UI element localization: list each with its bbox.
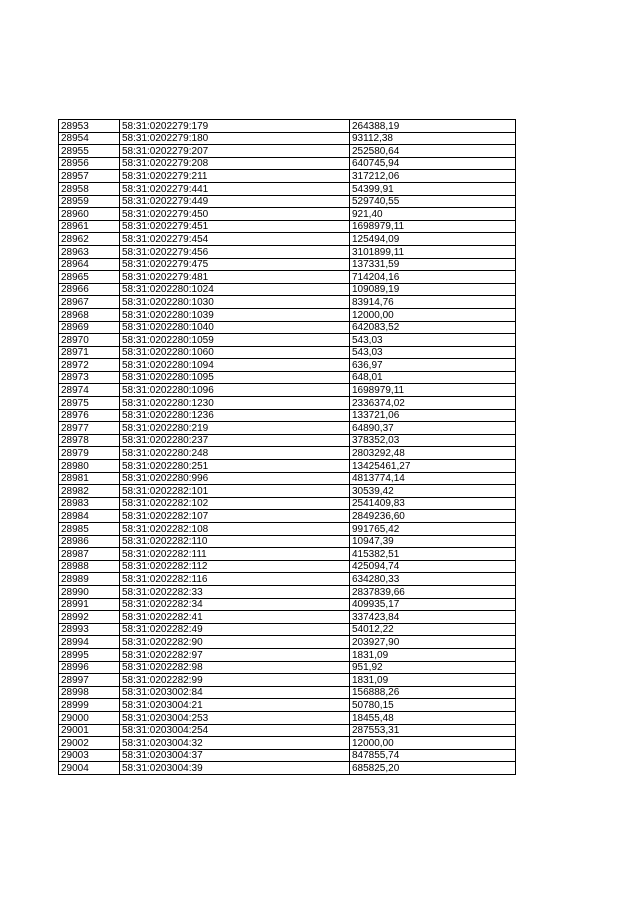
- cadastral-number-cell: 58:31:0202279:180: [120, 132, 350, 145]
- cadastral-number-cell: 58:31:0203004:253: [120, 711, 350, 724]
- table-row: [59, 573, 516, 586]
- cadastral-number-cell: 58:31:0202282:101: [120, 485, 350, 498]
- row-number-cell: 28968: [59, 308, 120, 321]
- cadastral-number-cell: 58:31:0202279:449: [120, 195, 350, 208]
- row-number-cell: 28978: [59, 434, 120, 447]
- value-cell: 642083,52: [350, 321, 516, 334]
- value-cell: 991765,42: [350, 523, 516, 536]
- cadastral-number-cell: 58:31:0202279:208: [120, 157, 350, 170]
- row-number-cell: 28959: [59, 195, 120, 208]
- value-cell: 3101899,11: [350, 245, 516, 258]
- table-row: [59, 220, 516, 233]
- table-row: [59, 699, 516, 712]
- value-cell: 640745,94: [350, 157, 516, 170]
- cadastral-number-cell: 58:31:0202282:41: [120, 611, 350, 624]
- table-row: [59, 485, 516, 498]
- cadastral-number-cell: 58:31:0202280:996: [120, 472, 350, 485]
- row-number-cell: 29003: [59, 749, 120, 762]
- row-number-cell: 28970: [59, 334, 120, 347]
- data-table: [58, 119, 516, 775]
- value-cell: 648,01: [350, 371, 516, 384]
- cadastral-number-cell: 58:31:0202279:454: [120, 233, 350, 246]
- table-row: [59, 674, 516, 687]
- spreadsheet-page: [58, 119, 515, 775]
- cadastral-number-cell: 58:31:0202279:179: [120, 120, 350, 133]
- table-row: [59, 535, 516, 548]
- cadastral-number-cell: 58:31:0202280:1230: [120, 397, 350, 410]
- value-cell: 337423,84: [350, 611, 516, 624]
- cadastral-number-cell: 58:31:0202280:219: [120, 422, 350, 435]
- cadastral-number-cell: 58:31:0202279:475: [120, 258, 350, 271]
- row-number-cell: 28977: [59, 422, 120, 435]
- cadastral-number-cell: 58:31:0202282:33: [120, 585, 350, 598]
- row-number-cell: 28989: [59, 573, 120, 586]
- value-cell: 1831,09: [350, 674, 516, 687]
- table-row: [59, 258, 516, 271]
- value-cell: 921,40: [350, 208, 516, 221]
- value-cell: 264388,19: [350, 120, 516, 133]
- table-row: [59, 648, 516, 661]
- table-row: [59, 334, 516, 347]
- value-cell: 54012,22: [350, 623, 516, 636]
- table-row: [59, 371, 516, 384]
- value-cell: 12000,00: [350, 308, 516, 321]
- table-row: [59, 397, 516, 410]
- table-row: [59, 409, 516, 422]
- cadastral-number-cell: 58:31:0202280:237: [120, 434, 350, 447]
- row-number-cell: 29001: [59, 724, 120, 737]
- table-row: [59, 359, 516, 372]
- row-number-cell: 28991: [59, 598, 120, 611]
- cadastral-number-cell: 58:31:0203004:37: [120, 749, 350, 762]
- row-number-cell: 28988: [59, 560, 120, 573]
- table-row: [59, 233, 516, 246]
- table-row: [59, 245, 516, 258]
- table-row: [59, 170, 516, 183]
- row-number-cell: 28994: [59, 636, 120, 649]
- value-cell: 137331,59: [350, 258, 516, 271]
- value-cell: 685825,20: [350, 762, 516, 775]
- table-row: [59, 132, 516, 145]
- cadastral-number-cell: 58:31:0202280:251: [120, 460, 350, 473]
- row-number-cell: 29004: [59, 762, 120, 775]
- value-cell: 2803292,48: [350, 447, 516, 460]
- row-number-cell: 28980: [59, 460, 120, 473]
- cadastral-number-cell: 58:31:0202282:49: [120, 623, 350, 636]
- row-number-cell: 28979: [59, 447, 120, 460]
- value-cell: 714204,16: [350, 271, 516, 284]
- row-number-cell: 28961: [59, 220, 120, 233]
- table-row: [59, 321, 516, 334]
- row-number-cell: 28999: [59, 699, 120, 712]
- cadastral-number-cell: 58:31:0202282:98: [120, 661, 350, 674]
- cadastral-number-cell: 58:31:0202280:1030: [120, 296, 350, 309]
- value-cell: 847855,74: [350, 749, 516, 762]
- row-number-cell: 28964: [59, 258, 120, 271]
- value-cell: 543,03: [350, 334, 516, 347]
- row-number-cell: 28995: [59, 648, 120, 661]
- value-cell: 4813774,14: [350, 472, 516, 485]
- value-cell: 415382,51: [350, 548, 516, 561]
- value-cell: 425094,74: [350, 560, 516, 573]
- cadastral-number-cell: 58:31:0202280:1095: [120, 371, 350, 384]
- table-row: [59, 623, 516, 636]
- table-row: [59, 737, 516, 750]
- value-cell: 54399,91: [350, 182, 516, 195]
- cadastral-number-cell: 58:31:0202282:99: [120, 674, 350, 687]
- value-cell: 83914,76: [350, 296, 516, 309]
- row-number-cell: 28976: [59, 409, 120, 422]
- row-number-cell: 28972: [59, 359, 120, 372]
- value-cell: 543,03: [350, 346, 516, 359]
- value-cell: 1698979,11: [350, 220, 516, 233]
- row-number-cell: 28963: [59, 245, 120, 258]
- row-number-cell: 29002: [59, 737, 120, 750]
- row-number-cell: 28958: [59, 182, 120, 195]
- table-row: [59, 271, 516, 284]
- value-cell: 636,97: [350, 359, 516, 372]
- value-cell: 2541409,83: [350, 497, 516, 510]
- row-number-cell: 28997: [59, 674, 120, 687]
- cadastral-number-cell: 58:31:0202280:1040: [120, 321, 350, 334]
- value-cell: 125494,09: [350, 233, 516, 246]
- table-row: [59, 611, 516, 624]
- cadastral-number-cell: 58:31:0202279:211: [120, 170, 350, 183]
- table-row: [59, 497, 516, 510]
- table-row: [59, 434, 516, 447]
- table-row: [59, 460, 516, 473]
- cadastral-number-cell: 58:31:0202280:1039: [120, 308, 350, 321]
- table-body: [59, 120, 516, 775]
- cadastral-number-cell: 58:31:0203002:84: [120, 686, 350, 699]
- cadastral-number-cell: 58:31:0202282:107: [120, 510, 350, 523]
- row-number-cell: 28985: [59, 523, 120, 536]
- value-cell: 12000,00: [350, 737, 516, 750]
- cadastral-number-cell: 58:31:0202280:1236: [120, 409, 350, 422]
- row-number-cell: 28962: [59, 233, 120, 246]
- table-row: [59, 447, 516, 460]
- table-row: [59, 208, 516, 221]
- cadastral-number-cell: 58:31:0202280:1096: [120, 384, 350, 397]
- table-row: [59, 182, 516, 195]
- row-number-cell: 28983: [59, 497, 120, 510]
- value-cell: 287553,31: [350, 724, 516, 737]
- value-cell: 203927,90: [350, 636, 516, 649]
- row-number-cell: 28982: [59, 485, 120, 498]
- value-cell: 634280,33: [350, 573, 516, 586]
- value-cell: 2849236,60: [350, 510, 516, 523]
- value-cell: 1698979,11: [350, 384, 516, 397]
- row-number-cell: 28967: [59, 296, 120, 309]
- table-row: [59, 724, 516, 737]
- cadastral-number-cell: 58:31:0202282:108: [120, 523, 350, 536]
- row-number-cell: 28987: [59, 548, 120, 561]
- table-row: [59, 711, 516, 724]
- row-number-cell: 28975: [59, 397, 120, 410]
- value-cell: 10947,39: [350, 535, 516, 548]
- cadastral-number-cell: 58:31:0203004:39: [120, 762, 350, 775]
- value-cell: 529740,55: [350, 195, 516, 208]
- table-row: [59, 296, 516, 309]
- row-number-cell: 28960: [59, 208, 120, 221]
- row-number-cell: 28971: [59, 346, 120, 359]
- table-row: [59, 384, 516, 397]
- value-cell: 951,92: [350, 661, 516, 674]
- row-number-cell: 28966: [59, 283, 120, 296]
- table-row: [59, 686, 516, 699]
- table-row: [59, 560, 516, 573]
- cadastral-number-cell: 58:31:0202282:34: [120, 598, 350, 611]
- cadastral-number-cell: 58:31:0202282:90: [120, 636, 350, 649]
- cadastral-number-cell: 58:31:0202282:116: [120, 573, 350, 586]
- value-cell: 13425461,27: [350, 460, 516, 473]
- table-row: [59, 120, 516, 133]
- row-number-cell: 28993: [59, 623, 120, 636]
- row-number-cell: 28953: [59, 120, 120, 133]
- table-row: [59, 472, 516, 485]
- value-cell: 30539,42: [350, 485, 516, 498]
- row-number-cell: 28984: [59, 510, 120, 523]
- table-row: [59, 661, 516, 674]
- cadastral-number-cell: 58:31:0202279:481: [120, 271, 350, 284]
- cadastral-number-cell: 58:31:0202282:97: [120, 648, 350, 661]
- value-cell: 156888,26: [350, 686, 516, 699]
- table-row: [59, 422, 516, 435]
- cadastral-number-cell: 58:31:0202279:450: [120, 208, 350, 221]
- table-row: [59, 157, 516, 170]
- row-number-cell: 28974: [59, 384, 120, 397]
- value-cell: 133721,06: [350, 409, 516, 422]
- value-cell: 409935,17: [350, 598, 516, 611]
- table-row: [59, 308, 516, 321]
- cadastral-number-cell: 58:31:0202279:451: [120, 220, 350, 233]
- cadastral-number-cell: 58:31:0202279:456: [120, 245, 350, 258]
- value-cell: 93112,38: [350, 132, 516, 145]
- table-row: [59, 346, 516, 359]
- row-number-cell: 28955: [59, 145, 120, 158]
- cadastral-number-cell: 58:31:0202280:1060: [120, 346, 350, 359]
- table-row: [59, 283, 516, 296]
- row-number-cell: 28965: [59, 271, 120, 284]
- value-cell: 18455,48: [350, 711, 516, 724]
- row-number-cell: 28981: [59, 472, 120, 485]
- row-number-cell: 28956: [59, 157, 120, 170]
- value-cell: 317212,06: [350, 170, 516, 183]
- row-number-cell: 28990: [59, 585, 120, 598]
- row-number-cell: 28954: [59, 132, 120, 145]
- value-cell: 378352,03: [350, 434, 516, 447]
- cadastral-number-cell: 58:31:0202280:1059: [120, 334, 350, 347]
- row-number-cell: 28973: [59, 371, 120, 384]
- cadastral-number-cell: 58:31:0203004:21: [120, 699, 350, 712]
- row-number-cell: 28957: [59, 170, 120, 183]
- table-row: [59, 749, 516, 762]
- value-cell: 1831,09: [350, 648, 516, 661]
- cadastral-number-cell: 58:31:0202280:1024: [120, 283, 350, 296]
- row-number-cell: 28998: [59, 686, 120, 699]
- value-cell: 2336374,02: [350, 397, 516, 410]
- row-number-cell: 29000: [59, 711, 120, 724]
- cadastral-number-cell: 58:31:0203004:32: [120, 737, 350, 750]
- cadastral-number-cell: 58:31:0202280:248: [120, 447, 350, 460]
- cadastral-number-cell: 58:31:0202282:102: [120, 497, 350, 510]
- cadastral-number-cell: 58:31:0202279:207: [120, 145, 350, 158]
- value-cell: 50780,15: [350, 699, 516, 712]
- cadastral-number-cell: 58:31:0203004:254: [120, 724, 350, 737]
- table-row: [59, 636, 516, 649]
- cadastral-number-cell: 58:31:0202282:111: [120, 548, 350, 561]
- cadastral-number-cell: 58:31:0202280:1094: [120, 359, 350, 372]
- row-number-cell: 28986: [59, 535, 120, 548]
- value-cell: 2837839,66: [350, 585, 516, 598]
- row-number-cell: 28969: [59, 321, 120, 334]
- table-row: [59, 510, 516, 523]
- table-row: [59, 195, 516, 208]
- row-number-cell: 28992: [59, 611, 120, 624]
- table-row: [59, 762, 516, 775]
- row-number-cell: 28996: [59, 661, 120, 674]
- table-row: [59, 585, 516, 598]
- table-row: [59, 598, 516, 611]
- table-row: [59, 548, 516, 561]
- cadastral-number-cell: 58:31:0202282:110: [120, 535, 350, 548]
- value-cell: 64890,37: [350, 422, 516, 435]
- value-cell: 109089,19: [350, 283, 516, 296]
- cadastral-number-cell: 58:31:0202279:441: [120, 182, 350, 195]
- value-cell: 252580,64: [350, 145, 516, 158]
- table-row: [59, 145, 516, 158]
- cadastral-number-cell: 58:31:0202282:112: [120, 560, 350, 573]
- table-row: [59, 523, 516, 536]
